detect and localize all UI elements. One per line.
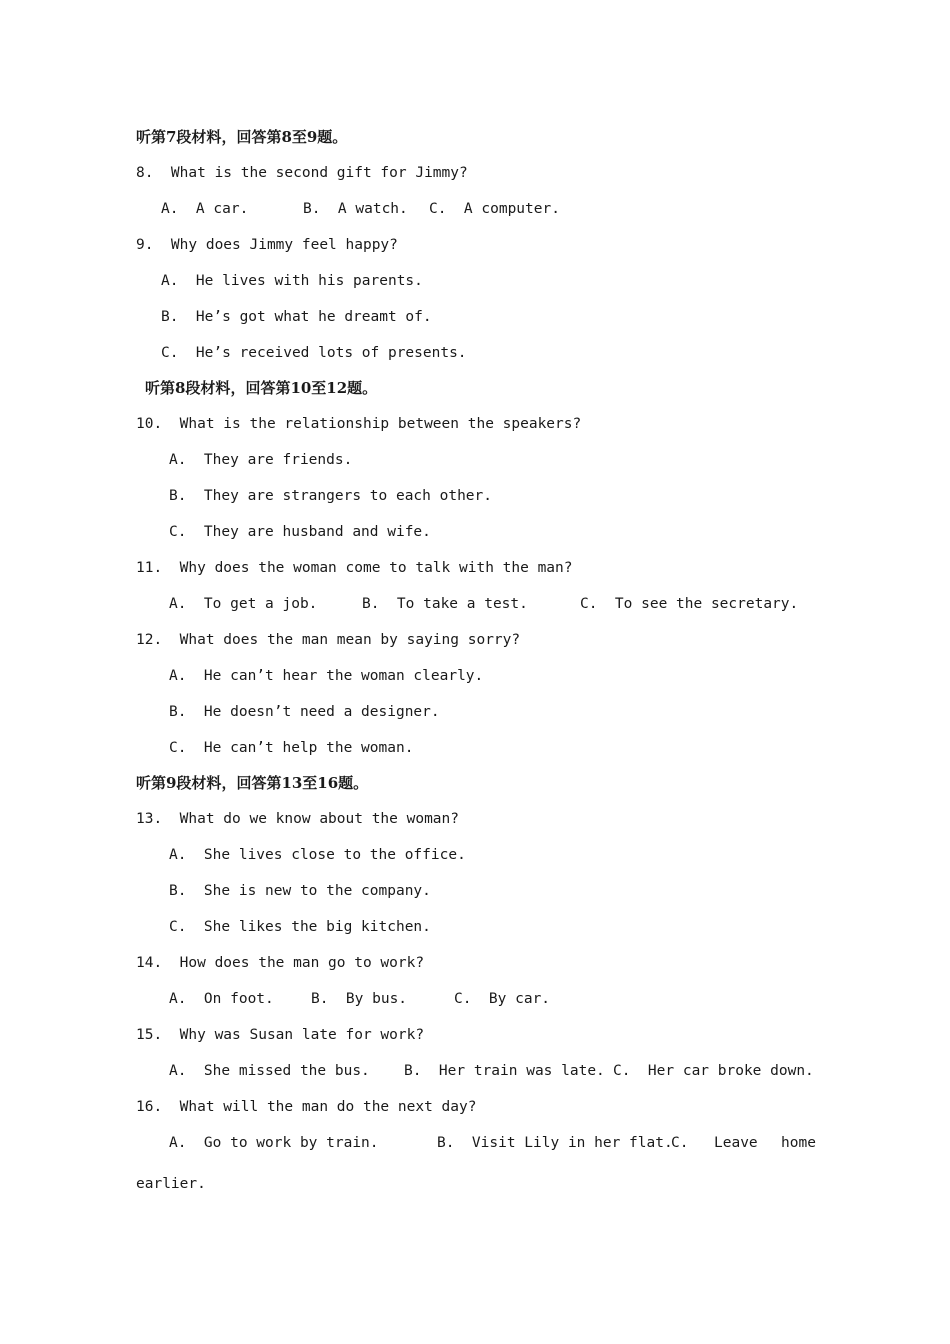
option: C. To see the secretary. <box>580 596 799 612</box>
option: B. Visit Lily in her flat. <box>437 1135 673 1151</box>
section-heading: 听第7段材料，回答第8至9题。 <box>136 128 348 146</box>
option: A. He lives with his parents. <box>161 273 423 289</box>
option: B. By bus. <box>311 991 408 1007</box>
question-stem: 10. What is the relationship between the speakers? <box>136 416 582 432</box>
option: A. On foot. <box>169 991 274 1007</box>
option: B. To take a test. <box>362 596 528 612</box>
option: A. A car. <box>161 201 249 217</box>
option: A. They are friends. <box>169 452 353 468</box>
option-word: home <box>781 1135 816 1151</box>
option-word: Leave <box>714 1135 758 1151</box>
option: A. She missed the bus. <box>169 1063 370 1079</box>
option: B. He’s got what he dreamt of. <box>161 309 432 325</box>
option: C. A computer. <box>429 201 560 217</box>
option-continuation: earlier. <box>136 1176 206 1192</box>
option: B. They are strangers to each other. <box>169 488 493 504</box>
option: C. Her car broke down. <box>613 1063 814 1079</box>
option: B. A watch. <box>303 201 408 217</box>
section-heading: 听第8段材料，回答第10至12题。 <box>145 379 378 397</box>
option: C. He can’t help the woman. <box>169 740 414 756</box>
option: B. She is new to the company. <box>169 883 431 899</box>
option: A. He can’t hear the woman clearly. <box>169 668 484 684</box>
section-heading: 听第9段材料，回答第13至16题。 <box>136 774 369 792</box>
option: A. Go to work by train. <box>169 1135 379 1151</box>
option: B. He doesn’t need a designer. <box>169 704 440 720</box>
option: A. To get a job. <box>169 596 318 612</box>
question-stem: 16. What will the man do the next day? <box>136 1099 477 1115</box>
question-stem: 15. Why was Susan late for work? <box>136 1027 425 1043</box>
option: A. She lives close to the office. <box>169 847 466 863</box>
question-stem: 13. What do we know about the woman? <box>136 811 460 827</box>
option: C. He’s received lots of presents. <box>161 345 467 361</box>
question-stem: 12. What does the man mean by saying sorry? <box>136 632 521 648</box>
option: C. By car. <box>454 991 551 1007</box>
question-stem: 9. Why does Jimmy feel happy? <box>136 237 398 253</box>
option: C. They are husband and wife. <box>169 524 431 540</box>
question-stem: 8. What is the second gift for Jimmy? <box>136 165 468 181</box>
question-stem: 14. How does the man go to work? <box>136 955 425 971</box>
option: B. Her train was late. <box>404 1063 605 1079</box>
option: C. She likes the big kitchen. <box>169 919 431 935</box>
question-stem: 11. Why does the woman come to talk with the man? <box>136 560 573 576</box>
option-label: C. <box>671 1135 689 1151</box>
